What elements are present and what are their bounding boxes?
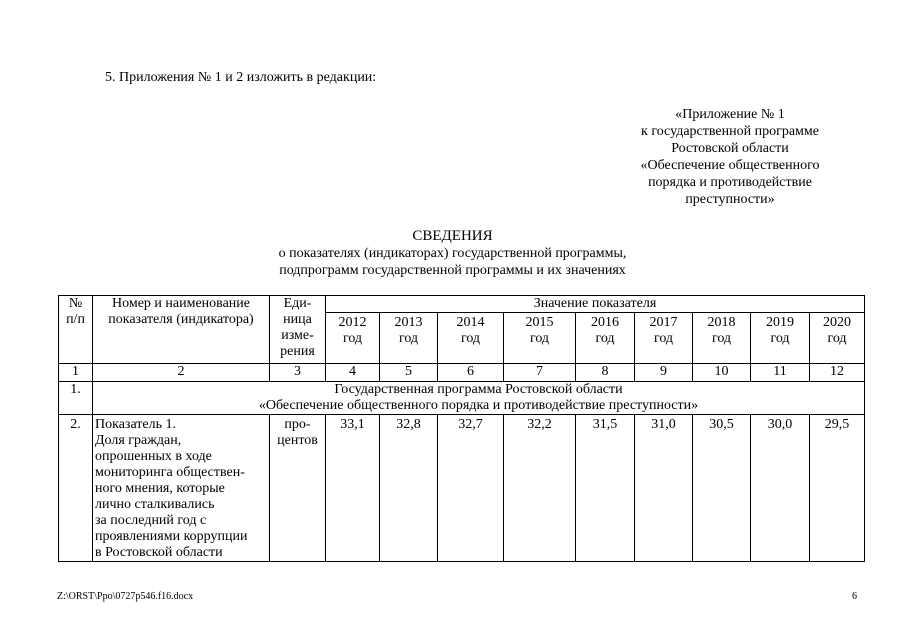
header-unit-label: ница — [283, 312, 312, 327]
year-label: 2017 — [649, 315, 678, 330]
year-suffix: год — [770, 331, 790, 346]
year-label: 2016 — [591, 315, 619, 330]
header-unit-label: Еди- — [283, 296, 312, 311]
program-title-line: «Обеспечение общественного порядка и противодействие преступности» — [258, 398, 699, 413]
year-header-cell — [635, 313, 693, 364]
column-number: 4 — [326, 364, 380, 382]
indicator-value: 30,0 — [751, 415, 810, 562]
year-suffix: год — [529, 331, 550, 346]
column-number: 11 — [751, 364, 810, 382]
indicator-name-line: за последний год с — [95, 513, 207, 528]
year-header-cell — [504, 313, 576, 364]
year-header-cell — [751, 313, 810, 364]
column-number: 3 — [270, 364, 326, 382]
indicator-value: 32,7 — [438, 415, 504, 562]
indicator-value: 31,0 — [635, 415, 693, 562]
heading-line: подпрограмм государственной программы и их значениях — [279, 263, 626, 278]
indicator-name-line: ного мнения, которые — [95, 481, 225, 496]
heading-title: СВЕДЕНИЯ — [412, 228, 493, 244]
header-number-label: п/п — [66, 312, 85, 327]
year-suffix: год — [711, 331, 732, 346]
intro-paragraph: 5. Приложения № 1 и 2 изложить в редакции: — [105, 70, 377, 85]
program-title-line: Государственная программа Ростовской области — [334, 382, 623, 397]
indicator-name-line: опрошенных в ходе — [95, 449, 212, 464]
year-suffix: год — [398, 331, 419, 346]
year-label: 2019 — [766, 315, 794, 330]
header-unit-cell — [270, 296, 326, 364]
indicator-row — [59, 415, 865, 562]
indicator-value: 29,5 — [810, 415, 865, 562]
indicators-table — [58, 295, 865, 562]
header-unit-label: изме- — [281, 328, 314, 343]
indicator-row-number: 2. — [59, 415, 93, 562]
year-suffix: год — [460, 331, 481, 346]
column-number: 5 — [380, 364, 438, 382]
appendix-line: к государственной программе — [641, 124, 819, 139]
indicator-name-line: лично сталкивались — [95, 497, 215, 512]
program-row-number: 1. — [59, 382, 93, 415]
year-label: 2018 — [707, 315, 736, 330]
appendix-caption — [610, 106, 850, 208]
year-header-cell — [326, 313, 380, 364]
indicator-value: 32,8 — [380, 415, 438, 562]
year-label: 2012 — [338, 315, 367, 330]
appendix-line: Ростовской области — [671, 141, 789, 156]
column-number: 2 — [93, 364, 270, 382]
year-suffix: год — [342, 331, 363, 346]
indicator-value: 32,2 — [504, 415, 576, 562]
appendix-line: «Приложение № 1 — [675, 107, 785, 122]
header-name-label: Номер и наименование — [111, 296, 250, 311]
year-label: 2013 — [394, 315, 423, 330]
program-row — [59, 382, 865, 415]
indicator-value: 33,1 — [326, 415, 380, 562]
year-header-cell — [576, 313, 635, 364]
indicator-unit-line: центов — [277, 433, 318, 448]
year-suffix: год — [595, 331, 615, 346]
appendix-line: «Обеспечение общественного — [640, 158, 820, 173]
year-header-cell — [693, 313, 751, 364]
header-name-cell — [93, 296, 270, 364]
indicator-name-line: Показатель 1. — [95, 417, 176, 432]
header-name-label: показателя (индикатора) — [108, 312, 254, 327]
indicator-value: 31,5 — [576, 415, 635, 562]
year-label: 2020 — [823, 315, 851, 330]
indicator-value: 30,5 — [693, 415, 751, 562]
column-number: 9 — [635, 364, 693, 382]
header-unit-label: рения — [280, 344, 315, 359]
header-number-label: № — [68, 296, 83, 311]
year-header-cell — [438, 313, 504, 364]
appendix-line: порядка и противодействие — [648, 175, 812, 190]
indicator-name-line: проявлениями коррупции — [95, 529, 248, 544]
document-heading — [0, 228, 905, 279]
column-number: 10 — [693, 364, 751, 382]
program-title-cell — [93, 382, 865, 415]
column-numbering-row — [59, 364, 865, 382]
indicator-unit-line: про- — [284, 417, 311, 432]
year-label: 2015 — [525, 315, 554, 330]
header-number-cell — [59, 296, 93, 364]
footer-page-number: 6 — [852, 591, 857, 602]
indicator-unit-cell — [270, 415, 326, 562]
heading-line: о показателях (индикаторах) государственной программы, — [278, 246, 627, 261]
year-suffix: год — [827, 331, 847, 346]
year-header-cell — [380, 313, 438, 364]
column-number: 12 — [810, 364, 865, 382]
column-number: 6 — [438, 364, 504, 382]
appendix-line: преступности» — [685, 192, 775, 207]
column-number: 7 — [504, 364, 576, 382]
year-suffix: год — [653, 331, 674, 346]
indicator-name-line: в Ростовской области — [95, 545, 223, 560]
indicator-name-line: мониторинга обществен- — [95, 465, 245, 480]
column-number: 8 — [576, 364, 635, 382]
indicator-name-line: Доля граждан, — [95, 433, 182, 448]
year-header-cell — [810, 313, 865, 364]
header-values-title: Значение показателя — [326, 296, 865, 313]
year-label: 2014 — [456, 315, 485, 330]
footer-file-path: Z:\ORST\Ppo\0727p546.f16.docx — [57, 591, 194, 602]
column-number: 1 — [59, 364, 93, 382]
indicator-name-cell — [93, 415, 270, 562]
